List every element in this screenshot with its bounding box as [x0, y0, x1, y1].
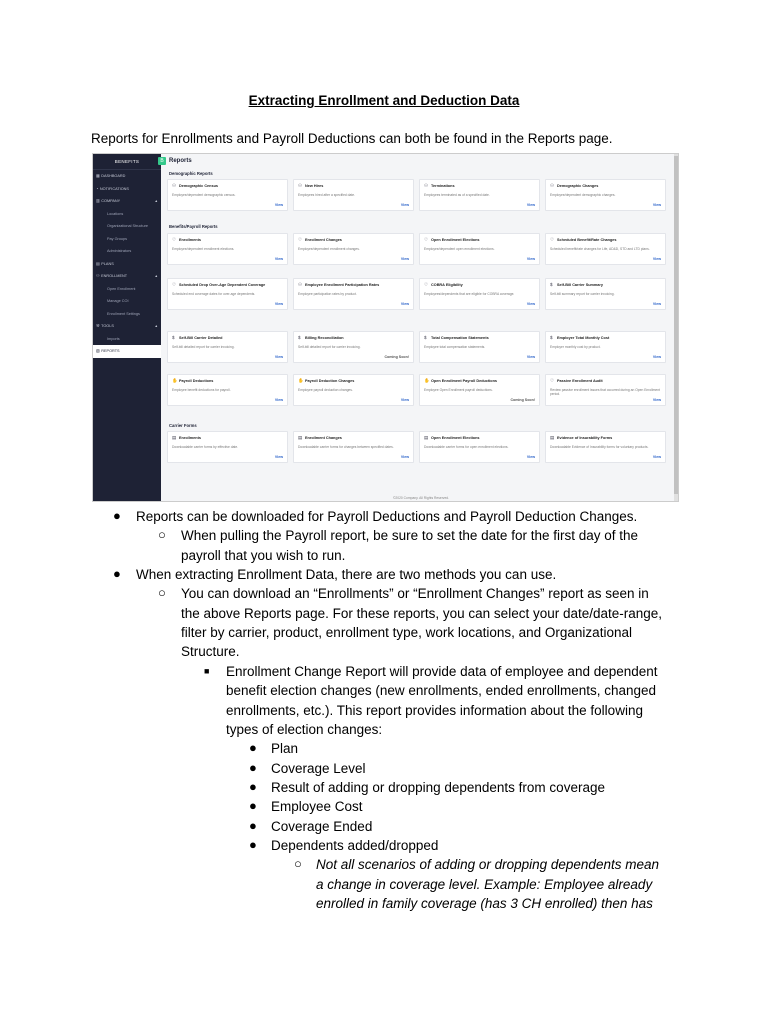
dashboard-icon: ▦ — [96, 173, 100, 178]
report-card[interactable] — [293, 278, 414, 310]
view-link[interactable]: View — [400, 455, 409, 459]
document-icon: ▤ — [172, 435, 177, 440]
bullet-text-line: filter by carrier, product, enrollment type, work locations, and Organizational — [181, 625, 632, 641]
scrollbar-thumb[interactable] — [674, 156, 678, 494]
document-icon: ▤ — [424, 435, 429, 440]
report-card[interactable] — [545, 233, 666, 265]
bullet-text-line: When extracting Enrollment Data, there are two methods you can use. — [136, 567, 557, 583]
plans-icon: ▤ — [96, 260, 100, 266]
report-card[interactable] — [167, 278, 288, 310]
section-carrier-forms: Carrier Forms — [169, 423, 197, 428]
report-card[interactable] — [167, 374, 288, 406]
view-link[interactable]: View — [652, 257, 661, 261]
bullet-marker: ■ — [204, 665, 210, 676]
report-card-title: Open Enrollment Payroll Deductions — [431, 379, 498, 383]
shield-icon: ♡ — [298, 237, 303, 242]
bullet-text-line: Not all scenarios of adding or dropping dependents mean — [316, 857, 659, 873]
view-link[interactable]: View — [274, 355, 283, 359]
report-card-description: Self-bill detailed report for carrier invoicing. — [172, 345, 235, 349]
hand-icon: ✋ — [298, 378, 304, 383]
reports-page-screenshot — [92, 153, 679, 502]
report-card[interactable] — [293, 374, 414, 406]
chevron-up-icon: ▲ — [154, 274, 158, 278]
bullet-text-line: Coverage Ended — [271, 818, 373, 834]
bullet-text-line: enrollments, etc.). This report provides information about the following — [226, 702, 643, 718]
report-card-description: Scheduled benefit/rate changes for Life, AD&D, STD and LTD plans. — [550, 247, 650, 251]
report-card-title: Evidence of Insurability Forms — [557, 436, 613, 440]
report-card[interactable] — [545, 374, 666, 406]
report-card-title: Payroll Deduction Changes — [305, 379, 355, 383]
report-card-description: Review passive enrollment issues that occurred during an Open Enrollment period. — [550, 388, 660, 396]
sidebar-item-label: Administrators — [107, 249, 132, 253]
report-card-title: Self-Bill Carrier Detailed — [179, 336, 223, 340]
sidebar-item-label: Pay Groups — [107, 236, 128, 241]
bullet-text-line: types of election changes: — [226, 721, 383, 737]
sidebar-item-dashboard[interactable] — [93, 170, 161, 183]
building-icon: ▥ — [96, 198, 100, 203]
bullet-text-line: benefit election changes (new enrollments, ended enrollments, changed — [226, 683, 657, 699]
report-card-description: Employee/dependent demographic changes. — [550, 193, 616, 197]
view-link[interactable]: View — [652, 302, 661, 306]
coming-soon-label: Coming Soon! — [510, 398, 535, 402]
people-icon: ⚇ — [172, 183, 177, 188]
sidebar-item-organizational-structure[interactable] — [93, 220, 161, 233]
intro-paragraph: Reports for Enrollments and Payroll Deductions can both be found in the Reports page. — [91, 131, 613, 146]
copyright-footer: ©2020 Company. All Rights Reserved. — [392, 496, 450, 500]
view-link[interactable]: View — [526, 355, 535, 359]
report-card-title: Open Enrollment Elections — [431, 238, 480, 242]
view-link[interactable]: View — [526, 455, 535, 459]
tools-icon: ⚒ — [96, 323, 100, 328]
sidebar-item-label: DASHBOARD — [101, 174, 126, 178]
view-link[interactable]: View — [400, 203, 409, 207]
bullet-text-line: Coverage Level — [271, 760, 366, 776]
view-link[interactable]: View — [400, 257, 409, 261]
report-card[interactable] — [293, 331, 414, 363]
shield-icon: ♡ — [424, 282, 429, 287]
shield-icon: ♡ — [172, 282, 177, 287]
hand-icon: ✋ — [172, 378, 178, 383]
report-card-description: Employees terminated as of a specified date. — [424, 193, 490, 197]
report-card[interactable] — [545, 431, 666, 463]
chevron-up-icon: ▲ — [154, 324, 158, 328]
bullet-marker: ● — [249, 817, 257, 833]
dollar-icon: $ — [424, 335, 427, 340]
report-card-description: Employees/dependents that are eligible for COBRA coverage. — [424, 292, 515, 296]
report-card-description: Self-bill summary report for carrier invoicing. — [550, 292, 615, 296]
bullet-text-line: Dependents added/dropped — [271, 837, 439, 853]
sidebar-item-label: COMPANY — [101, 199, 121, 203]
view-link[interactable]: View — [400, 302, 409, 306]
view-link[interactable]: View — [274, 398, 283, 402]
view-link[interactable]: View — [526, 203, 535, 207]
bullet-text-line: payroll that you wish to run. — [181, 547, 346, 563]
report-card-description: Employee participation rates by product. — [298, 292, 357, 296]
report-card-description: Employee payroll deduction changes. — [298, 388, 353, 392]
coming-soon-label: Coming Soon! — [384, 355, 409, 359]
sidebar-item-label: Organizational Structure — [107, 224, 148, 228]
report-card-title: Enrollment Changes — [305, 436, 342, 440]
report-card-description: Employee/dependent enrollment elections. — [172, 247, 235, 251]
view-link[interactable]: View — [652, 398, 661, 402]
report-card-description: Downloadable carrier forms for open enrollment elections. — [424, 445, 509, 449]
sidebar-item-label: ENROLLMENT — [101, 274, 128, 278]
report-card-title: Demographic Census — [179, 184, 219, 188]
dollar-icon: $ — [172, 335, 175, 340]
people-icon: ⚇ — [96, 273, 100, 278]
shield-icon: ♡ — [550, 378, 555, 383]
bullet-text-line: Reports can be downloaded for Payroll Deductions and Payroll Deduction Changes. — [136, 509, 638, 524]
people-icon: ⚇ — [550, 183, 555, 188]
report-card[interactable] — [293, 233, 414, 265]
bullet-marker: ○ — [158, 527, 166, 543]
bullet-text-line: the above Reports page. For these reports, you can select your date/date-range, — [181, 605, 663, 621]
sidebar-item-administrators[interactable] — [93, 245, 161, 258]
report-card-title: Employee Enrollment Participation Rates — [305, 283, 380, 287]
sidebar-item-enrollment-settings[interactable] — [93, 308, 161, 321]
sidebar-menu — [93, 170, 161, 358]
document-icon: ▤ — [298, 435, 303, 440]
report-card-title: Enrollments — [179, 238, 201, 242]
report-card-description: Employees hired after a specified date. — [298, 193, 355, 197]
report-card-description: Scheduled end coverage dates for over-age dependents. — [172, 292, 256, 296]
report-card-description: Employee/dependent enrollment changes. — [298, 247, 360, 251]
bullet-text-line: You can download an “Enrollments” or “Enrollment Changes” report as seen in — [181, 586, 649, 602]
bullet-text-line: Employee Cost — [271, 799, 363, 815]
dollar-icon: $ — [550, 335, 553, 340]
sidebar — [93, 154, 161, 501]
report-card-title: Scheduled Benefit/Rate Changes — [557, 238, 617, 242]
view-link[interactable]: View — [274, 455, 283, 459]
report-card-title: COBRA Eligibility — [431, 283, 463, 287]
bullet-marker: ○ — [294, 856, 302, 872]
sidebar-item-enrollment[interactable] — [93, 270, 161, 283]
report-card[interactable] — [545, 179, 666, 211]
bullet-marker: ● — [249, 836, 257, 852]
view-link[interactable]: View — [652, 203, 661, 207]
view-link[interactable]: View — [400, 398, 409, 402]
report-card-description: Downloadable Evidence of Insurability forms for voluntary products. — [550, 445, 649, 449]
sidebar-item-label: Manage COI — [107, 299, 129, 303]
report-card-title: Demographic Changes — [557, 184, 599, 188]
report-card-title: Open Enrollment Elections — [431, 436, 480, 440]
report-card[interactable] — [419, 374, 540, 406]
chevron-up-icon: ▲ — [154, 199, 158, 203]
bullet-text-line: Structure. — [181, 644, 240, 660]
report-card[interactable] — [167, 233, 288, 265]
view-link[interactable]: View — [652, 455, 661, 459]
dollar-icon: $ — [298, 335, 301, 340]
report-card[interactable] — [293, 431, 414, 463]
bullet-marker: ● — [249, 759, 257, 775]
report-card-title: Self-Bill Carrier Summary — [557, 283, 604, 287]
report-card-title: Billing Reconciliation — [305, 336, 344, 340]
report-card[interactable] — [545, 331, 666, 363]
report-card[interactable] — [419, 431, 540, 463]
section-benefits-payroll-reports: Benefits/Payroll Reports — [169, 224, 218, 229]
report-card-description: Self-bill detailed report for carrier invoicing. — [298, 345, 361, 349]
sidebar-item-imports[interactable] — [93, 333, 161, 346]
sidebar-item-label: Enrollment Settings — [107, 311, 140, 316]
bullet-marker: ○ — [158, 585, 166, 601]
bullet-text-line: Plan — [271, 741, 299, 757]
report-card[interactable] — [167, 179, 288, 211]
report-card-title: Terminations — [431, 184, 455, 188]
sidebar-item-locations[interactable] — [93, 208, 161, 221]
bullet-text-line: enrolled in family coverage (has 3 CH enrolled) then has — [316, 896, 653, 911]
document-title: Extracting Enrollment and Deduction Data — [248, 93, 520, 108]
report-card-description: Employee/dependent open enrollment elections. — [424, 247, 495, 251]
people-icon: ⚇ — [298, 183, 303, 188]
dollar-icon: $ — [550, 282, 553, 287]
report-card-description: Employee total compensation statements. — [424, 345, 486, 349]
view-link[interactable]: View — [526, 257, 535, 261]
bullet-text-line: Enrollment Change Report will provide data of employee and dependent — [226, 663, 658, 679]
sidebar-item-tools[interactable] — [93, 320, 161, 333]
scrollbar[interactable] — [674, 154, 678, 501]
document-icon: ▤ — [550, 435, 555, 440]
sidebar-item-reports[interactable] — [93, 345, 161, 358]
shield-icon: ♡ — [550, 237, 555, 242]
report-card-title: Passive Enrollment Audit — [557, 379, 603, 383]
bullet-marker: ● — [249, 740, 257, 756]
hand-icon: ✋ — [424, 378, 430, 383]
report-card-title: Payroll Deductions — [179, 379, 214, 383]
report-card[interactable] — [293, 179, 414, 211]
sidebar-item-notifications[interactable] — [93, 183, 161, 196]
page-title: Reports — [169, 158, 192, 164]
sidebar-item-label: Open Enrollment — [107, 286, 136, 291]
bullet-marker: ● — [249, 778, 257, 794]
sidebar-item-manage-coi[interactable] — [93, 295, 161, 308]
report-card[interactable] — [419, 233, 540, 265]
sidebar-logo: BENEFITS — [93, 154, 161, 170]
report-card-title: Total Compensation Statements — [431, 336, 489, 340]
sidebar-item-plans[interactable] — [93, 258, 161, 271]
people-icon: ⚇ — [424, 183, 429, 188]
sidebar-item-pay-groups[interactable] — [93, 233, 161, 246]
report-card[interactable] — [545, 278, 666, 310]
report-card-title: Enrollment Changes — [305, 238, 342, 242]
report-card-description: Employer monthly cost by product. — [550, 345, 601, 349]
view-link[interactable]: View — [274, 302, 283, 306]
view-link[interactable]: View — [652, 355, 661, 359]
report-card[interactable] — [419, 278, 540, 310]
shield-icon: ♡ — [172, 237, 177, 242]
report-card-title: Enrollments — [179, 436, 201, 440]
report-card-description: Employee Open Enrollment payroll deductions. — [424, 388, 493, 392]
report-card-description: Employee benefit deductions for payroll. — [172, 388, 231, 392]
sidebar-item-label: Imports — [107, 336, 120, 341]
reports-main — [167, 154, 675, 501]
people-icon: ⚇ — [298, 282, 303, 287]
sidebar-item-label: PLANS — [101, 261, 114, 266]
report-card[interactable] — [419, 331, 540, 363]
brand-badge: B — [158, 157, 166, 165]
reports-icon: ▧ — [96, 348, 100, 353]
section-demographic-reports: Demographic Reports — [169, 171, 213, 176]
view-link[interactable]: View — [274, 203, 283, 207]
sidebar-item-label: Locations — [107, 211, 124, 216]
report-card[interactable] — [167, 431, 288, 463]
report-card-description: Downloadable carrier forms by effective date. — [172, 445, 239, 449]
view-link[interactable]: View — [526, 302, 535, 306]
report-card-title: Scheduled Drop Over-Age Dependent Coverage — [179, 283, 266, 287]
report-card-title: New Hires — [305, 184, 324, 188]
sidebar-item-label: TOOLS — [101, 324, 114, 328]
bullet-text-line: When pulling the Payroll report, be sure to set the date for the first day of the — [181, 528, 639, 544]
report-card[interactable] — [167, 331, 288, 363]
sidebar-item-label: REPORTS — [101, 349, 120, 353]
bullet-text-line: Result of adding or dropping dependents from coverage — [271, 779, 605, 795]
bullet-marker: ● — [113, 566, 121, 582]
bullet-marker: ● — [113, 508, 121, 523]
report-card[interactable] — [419, 179, 540, 211]
sidebar-item-open-enrollment[interactable] — [93, 283, 161, 296]
bell-icon: ◔ — [96, 185, 99, 191]
view-link[interactable]: View — [274, 257, 283, 261]
report-card-description: Downloadable carrier forms for changes between specified dates. — [298, 445, 394, 449]
report-card-description: Employee/dependent demographic census. — [172, 193, 236, 197]
shield-icon: ♡ — [424, 237, 429, 242]
bullet-marker: ● — [249, 798, 257, 814]
bullet-text-line: a change in coverage level. Example: Employee already — [316, 876, 653, 892]
report-card-title: Employer Total Monthly Cost — [557, 336, 610, 340]
sidebar-item-label: NOTIFICATIONS — [99, 186, 129, 191]
sidebar-item-company[interactable] — [93, 195, 161, 208]
